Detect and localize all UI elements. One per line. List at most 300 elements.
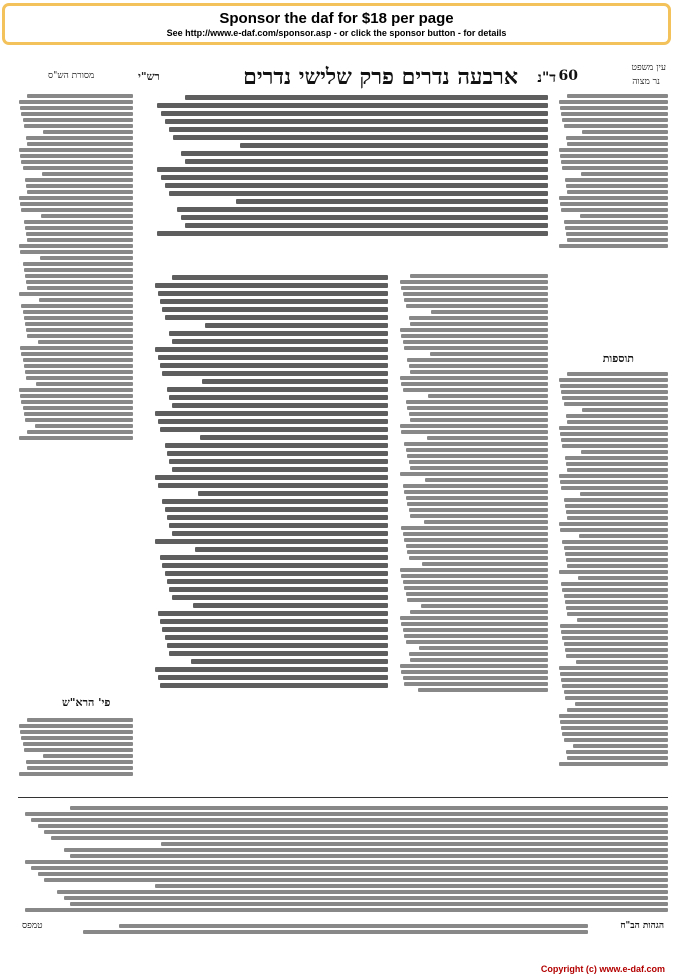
text-line <box>565 600 668 604</box>
text-line <box>400 568 549 572</box>
text-line <box>400 616 549 620</box>
tosafot-label: תוספות <box>599 352 638 365</box>
text-line <box>409 508 549 512</box>
text-line <box>21 208 133 212</box>
text-line <box>158 675 388 680</box>
daf-number: ד"נ <box>537 70 556 86</box>
rosh-column-top <box>18 716 133 786</box>
rashi-column <box>398 272 548 792</box>
text-line <box>562 540 668 544</box>
text-line <box>565 226 668 230</box>
text-line <box>25 908 669 912</box>
text-line <box>25 274 133 278</box>
text-line <box>169 587 388 592</box>
text-line <box>26 232 133 236</box>
gemara-top <box>153 92 548 267</box>
text-line <box>410 322 548 326</box>
text-line <box>565 456 668 460</box>
text-line <box>567 142 668 146</box>
text-line <box>19 196 133 200</box>
text-line <box>400 472 549 476</box>
text-line <box>559 100 668 104</box>
text-line <box>31 818 668 822</box>
gemara-main <box>153 272 388 792</box>
text-line <box>562 636 668 640</box>
text-line <box>167 451 388 456</box>
text-line <box>160 683 388 688</box>
text-line <box>26 184 133 188</box>
text-line <box>409 364 549 368</box>
text-line <box>559 666 668 670</box>
text-line <box>161 111 548 116</box>
text-line <box>580 214 668 218</box>
text-line <box>559 148 668 152</box>
text-line <box>409 652 549 656</box>
page-number: 60 <box>558 68 578 84</box>
text-line <box>403 292 549 296</box>
text-line <box>403 532 549 536</box>
text-line <box>400 424 549 428</box>
text-line <box>560 384 668 388</box>
text-line <box>565 504 668 508</box>
text-line <box>559 378 668 382</box>
text-line <box>25 418 133 422</box>
text-line <box>158 419 388 424</box>
text-line <box>567 468 668 472</box>
text-line <box>566 136 668 140</box>
text-line <box>155 411 388 416</box>
text-line <box>577 618 668 622</box>
sponsor-banner[interactable] <box>2 3 671 45</box>
text-line <box>401 574 548 578</box>
text-line <box>582 130 668 134</box>
text-line <box>169 191 548 196</box>
text-line <box>575 702 669 706</box>
text-line <box>23 262 133 266</box>
text-line <box>165 571 388 576</box>
tosafot-column <box>558 370 668 780</box>
bottom-commentary <box>18 804 668 916</box>
text-line <box>165 119 548 124</box>
text-line <box>26 760 133 764</box>
text-line <box>404 586 548 590</box>
text-line <box>19 724 133 728</box>
text-line <box>27 94 133 98</box>
text-line <box>158 291 388 296</box>
text-line <box>406 400 549 404</box>
text-line <box>564 546 669 550</box>
text-line <box>409 460 549 464</box>
text-line <box>205 323 388 328</box>
text-line <box>172 595 388 600</box>
text-line <box>407 454 548 458</box>
masoret-column <box>18 92 133 472</box>
text-line <box>38 340 133 344</box>
haghot-line <box>78 922 588 936</box>
text-line <box>406 448 549 452</box>
text-line <box>567 94 668 98</box>
text-line <box>567 372 668 376</box>
text-line <box>172 531 388 536</box>
text-line <box>404 538 548 542</box>
text-line <box>561 438 668 442</box>
sponsor-banner-title: Sponsor the daf for $18 per page <box>219 10 454 27</box>
text-line <box>430 352 549 356</box>
text-line <box>24 268 133 272</box>
text-line <box>561 208 668 212</box>
text-line <box>567 420 668 424</box>
text-line <box>560 720 668 724</box>
text-line <box>155 347 388 352</box>
text-line <box>19 388 133 392</box>
text-line <box>167 387 388 392</box>
text-line <box>406 592 549 596</box>
text-line <box>185 95 548 100</box>
text-line <box>564 498 669 502</box>
text-line <box>160 555 388 560</box>
text-line <box>564 124 669 128</box>
text-line <box>564 402 669 406</box>
text-line <box>155 475 388 480</box>
text-line <box>424 520 549 524</box>
text-line <box>406 640 549 644</box>
text-line <box>562 588 668 592</box>
text-line <box>161 842 668 846</box>
text-line <box>158 611 388 616</box>
text-line <box>561 630 668 634</box>
text-line <box>158 483 388 488</box>
text-line <box>27 334 133 338</box>
copyright-link[interactable]: Copyright (c) www.e-daf.com <box>540 964 665 974</box>
text-line <box>155 539 388 544</box>
text-line <box>25 322 133 326</box>
text-line <box>559 762 668 766</box>
text-line <box>566 414 668 418</box>
text-line <box>562 444 668 448</box>
text-line <box>559 522 668 526</box>
text-line <box>561 582 668 586</box>
text-line <box>21 352 133 356</box>
bottom-note: טמפס <box>18 920 47 931</box>
text-line <box>57 890 668 894</box>
text-line <box>43 754 133 758</box>
text-line <box>42 172 133 176</box>
divider <box>18 797 668 798</box>
text-line <box>23 310 133 314</box>
text-line <box>564 738 669 742</box>
text-line <box>404 298 548 302</box>
text-line <box>181 215 548 220</box>
text-line <box>165 315 388 320</box>
text-line <box>407 358 548 362</box>
text-line <box>560 432 668 436</box>
text-line <box>38 824 669 828</box>
text-line <box>35 424 133 428</box>
text-line <box>407 550 548 554</box>
text-line <box>19 148 133 152</box>
text-line <box>559 570 668 574</box>
text-line <box>21 112 133 116</box>
text-line <box>580 492 668 496</box>
text-line <box>19 292 133 296</box>
text-line <box>191 659 388 664</box>
text-line <box>562 732 668 736</box>
text-line <box>24 412 133 416</box>
text-line <box>167 643 388 648</box>
text-line <box>566 462 668 466</box>
haghot-label: הגהות הב"ח <box>616 920 668 931</box>
sponsor-banner-subtitle[interactable]: See http://www.e-daf.com/sponsor.asp - or click the sponsor button - for details <box>166 28 507 38</box>
text-line <box>421 604 549 608</box>
rosh-label: פי' הרא"ש <box>58 696 114 709</box>
text-line <box>564 690 669 694</box>
text-line <box>195 547 388 552</box>
text-line <box>559 714 668 718</box>
text-line <box>20 346 133 350</box>
text-line <box>167 515 388 520</box>
text-line <box>559 426 668 430</box>
text-line <box>44 878 668 882</box>
text-line <box>23 742 133 746</box>
text-line <box>582 408 668 412</box>
text-line <box>169 523 388 528</box>
text-line <box>410 658 548 662</box>
text-line <box>566 232 668 236</box>
text-line <box>23 118 133 122</box>
text-line <box>403 676 549 680</box>
text-line <box>70 902 668 906</box>
text-line <box>24 748 133 752</box>
text-line <box>407 598 548 602</box>
text-line <box>169 127 548 132</box>
text-line <box>409 316 549 320</box>
text-line <box>21 160 133 164</box>
text-line <box>26 136 133 140</box>
text-line <box>157 231 548 236</box>
text-line <box>561 390 668 394</box>
text-line <box>409 556 549 560</box>
text-line <box>169 395 388 400</box>
text-line <box>23 358 133 362</box>
text-line <box>172 403 388 408</box>
text-line <box>27 430 133 434</box>
text-line <box>561 112 668 116</box>
text-line <box>167 579 388 584</box>
text-line <box>560 154 668 158</box>
text-line <box>564 642 669 646</box>
text-line <box>240 143 548 148</box>
text-line <box>581 172 668 176</box>
text-line <box>198 491 388 496</box>
text-line <box>161 175 548 180</box>
text-line <box>403 580 549 584</box>
text-line <box>38 872 669 876</box>
text-line <box>162 499 388 504</box>
text-line <box>579 534 668 538</box>
text-line <box>27 238 133 242</box>
text-line <box>403 484 549 488</box>
page-header <box>18 58 668 92</box>
text-line <box>193 603 388 608</box>
text-line <box>160 363 388 368</box>
text-line <box>410 418 548 422</box>
text-line <box>24 124 133 128</box>
text-line <box>566 558 668 562</box>
text-line <box>561 726 668 730</box>
text-line <box>567 756 668 760</box>
text-line <box>566 510 668 514</box>
text-line <box>410 466 548 470</box>
text-line <box>404 346 548 350</box>
rashi-header: רש"י <box>138 70 160 83</box>
text-line <box>406 544 549 548</box>
text-line <box>565 648 668 652</box>
text-line <box>404 442 548 446</box>
text-line <box>403 340 549 344</box>
text-line <box>157 167 548 172</box>
text-line <box>425 478 548 482</box>
text-line <box>20 202 133 206</box>
text-line <box>27 718 133 722</box>
talmud-page <box>18 52 668 957</box>
text-line <box>567 612 668 616</box>
text-line <box>410 610 548 614</box>
text-line <box>26 376 133 380</box>
text-line <box>401 286 548 290</box>
text-line <box>567 516 668 520</box>
text-line <box>39 298 133 302</box>
text-line <box>24 316 133 320</box>
text-line <box>20 106 133 110</box>
text-line <box>573 744 668 748</box>
text-line <box>25 178 133 182</box>
text-line <box>25 860 669 864</box>
text-line <box>27 286 133 290</box>
text-line <box>565 178 668 182</box>
text-line <box>409 412 549 416</box>
text-line <box>169 651 388 656</box>
text-line <box>581 450 668 454</box>
text-line <box>169 331 388 336</box>
text-line <box>407 502 548 506</box>
text-line <box>407 406 548 410</box>
text-line <box>236 199 548 204</box>
text-line <box>165 183 548 188</box>
text-line <box>564 220 669 224</box>
text-line <box>404 634 548 638</box>
text-line <box>181 151 548 156</box>
text-line <box>24 364 133 368</box>
text-line <box>401 430 548 434</box>
text-line <box>566 654 668 658</box>
text-line <box>427 436 549 440</box>
text-line <box>422 562 548 566</box>
text-line <box>202 379 388 384</box>
text-line <box>418 688 549 692</box>
text-line <box>20 394 133 398</box>
text-line <box>160 427 388 432</box>
text-line <box>567 564 668 568</box>
text-line <box>41 214 133 218</box>
masoret-label: מסורת הש"ס <box>48 71 95 81</box>
text-line <box>21 736 133 740</box>
text-line <box>172 339 388 344</box>
text-line <box>157 103 548 108</box>
text-line <box>400 280 549 284</box>
text-line <box>64 848 669 852</box>
text-line <box>27 766 133 770</box>
text-line <box>561 678 668 682</box>
text-line <box>19 100 133 104</box>
text-line <box>431 310 548 314</box>
text-line <box>560 672 668 676</box>
text-line <box>21 400 133 404</box>
text-line <box>576 660 668 664</box>
text-line <box>428 394 548 398</box>
text-line <box>567 708 668 712</box>
text-line <box>155 884 669 888</box>
text-line <box>406 496 549 500</box>
text-line <box>400 328 549 332</box>
text-line <box>25 370 133 374</box>
text-line <box>70 854 668 858</box>
text-line <box>561 160 668 164</box>
text-line <box>27 190 133 194</box>
text-line <box>578 576 668 580</box>
text-line <box>20 730 133 734</box>
text-line <box>404 682 548 686</box>
text-line <box>200 435 388 440</box>
text-line <box>160 299 388 304</box>
text-line <box>562 166 668 170</box>
text-line <box>560 624 668 628</box>
text-line <box>562 396 668 400</box>
text-line <box>185 159 548 164</box>
text-line <box>165 635 388 640</box>
text-line <box>566 184 668 188</box>
text-line <box>401 622 548 626</box>
text-line <box>562 684 668 688</box>
text-line <box>43 130 133 134</box>
ein-mishpat-label: עין משפט <box>631 63 666 73</box>
text-line <box>410 274 548 278</box>
text-line <box>173 135 548 140</box>
text-line <box>162 307 388 312</box>
ner-mitzvah-label: נר מצוה <box>632 77 660 87</box>
text-line <box>27 142 133 146</box>
text-line <box>31 866 668 870</box>
text-line <box>565 552 668 556</box>
text-line <box>400 664 549 668</box>
text-line <box>19 772 133 776</box>
ein-mishpat-column <box>558 92 668 342</box>
text-line <box>419 646 548 650</box>
text-line <box>70 806 668 810</box>
text-line <box>401 526 548 530</box>
text-line <box>83 930 588 934</box>
text-line <box>566 606 668 610</box>
text-line <box>26 328 133 332</box>
text-line <box>400 376 549 380</box>
text-line <box>562 118 668 122</box>
text-line <box>23 406 133 410</box>
text-line <box>403 388 549 392</box>
text-line <box>155 283 388 288</box>
text-line <box>64 896 669 900</box>
text-line <box>20 250 133 254</box>
text-line <box>401 670 548 674</box>
text-line <box>119 924 588 928</box>
